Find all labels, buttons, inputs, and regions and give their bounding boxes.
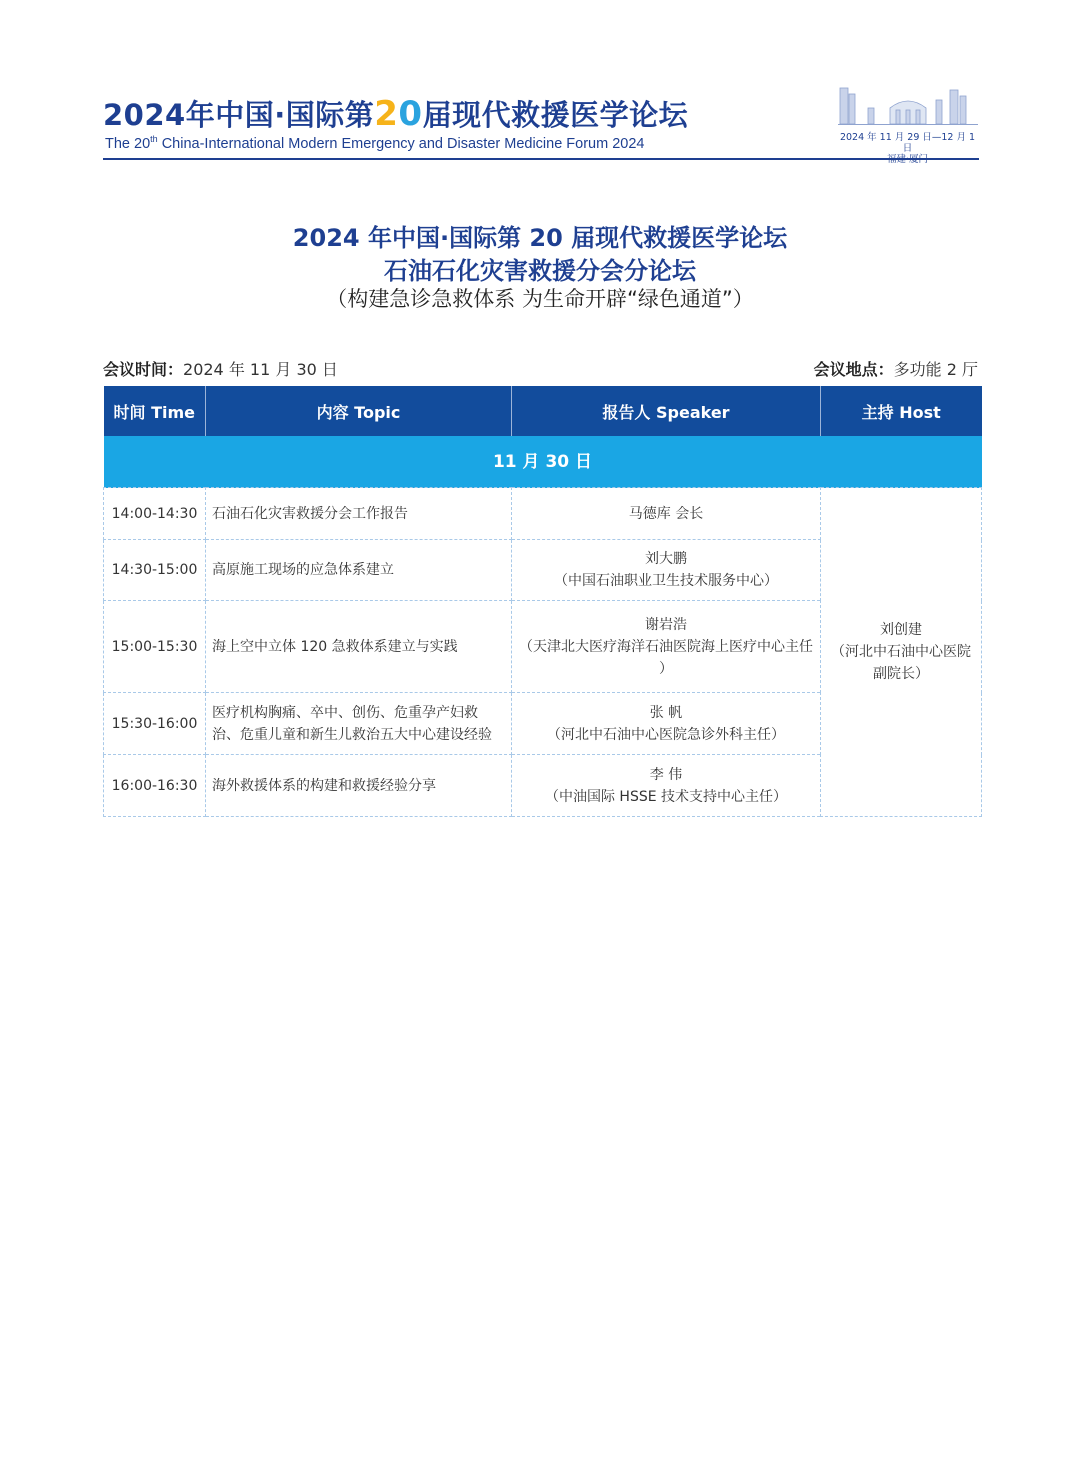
row-topic: 海上空中立体 120 急救体系建立与实践 [206, 601, 512, 693]
row-time: 14:00-14:30 [104, 488, 206, 540]
speaker-org: （中油国际 HSSE 技术支持中心主任） [544, 788, 788, 805]
forum-title: 2024 年中国·国际第 20 届现代救援医学论坛 [292, 224, 788, 252]
speaker-name: 张 帆 [649, 704, 683, 721]
row-time: 15:00-15:30 [104, 601, 206, 693]
header-time: 时间 Time [104, 386, 206, 436]
banner-title-part-a: 2024年中国·国际第 [103, 98, 375, 132]
speaker-org: （天津北大医疗海洋石油医院海上医疗中心主任 ） [519, 638, 813, 677]
meeting-place-value: 多功能 2 厅 [893, 360, 978, 379]
banner-subtitle [105, 134, 644, 152]
meeting-place-label: 会议地点： [813, 360, 894, 379]
header-host: 主持 Host [821, 386, 982, 436]
host-title: 副院长） [873, 666, 929, 682]
host-cell [821, 488, 982, 817]
city-skyline-icon [838, 86, 978, 126]
speaker-org: （河北中石油中心医院急诊外科主任） [547, 726, 785, 743]
speaker-name: 刘大鹏 [645, 551, 687, 567]
host-name: 刘创建 [880, 622, 922, 638]
table-row [104, 488, 982, 540]
table-header-row [104, 386, 982, 436]
meeting-time-label: 会议时间： [103, 360, 184, 379]
row-speaker [512, 540, 821, 601]
header-speaker: 报告人 Speaker [512, 386, 821, 436]
banner-subtitle-b: China-International Modern Emergency and Disaster Medicine Forum 2024 [157, 135, 645, 152]
speaker-name: 李 伟 [649, 766, 683, 783]
banner-subtitle-sup: th [150, 134, 158, 144]
row-time: 15:30-16:00 [104, 693, 206, 755]
row-topic: 医疗机构胸痛、卒中、创伤、危重孕产妇救治、危重儿童和新生儿救治五大中心建设经验 [206, 693, 512, 755]
speaker-name: 马德库 会长 [628, 505, 704, 522]
row-speaker [512, 693, 821, 755]
subforum-title: 石油石化灾害救援分会分论坛 [384, 257, 696, 285]
row-topic: 石油石化灾害救援分会工作报告 [206, 488, 512, 540]
row-topic: 海外救援体系的构建和救援经验分享 [206, 755, 512, 817]
day-label: 11 月 30 日 [104, 436, 982, 488]
banner-date-text: 2024 年 11 月 29 日—12 月 1 日 [839, 132, 976, 154]
day-row [104, 436, 982, 488]
row-time: 16:00-16:30 [104, 755, 206, 817]
speaker-name: 谢岩浩 [645, 616, 687, 633]
header-banner [103, 92, 981, 160]
row-speaker [512, 755, 821, 817]
row-time: 14:30-15:00 [104, 540, 206, 601]
banner-date [835, 132, 980, 165]
banner-title-digit-2: 2 [374, 94, 399, 134]
meeting-place [814, 357, 978, 380]
row-speaker [512, 601, 821, 693]
host-org: （河北中石油中心医院 [831, 644, 971, 660]
banner-title [103, 96, 688, 133]
row-speaker [512, 488, 821, 540]
meeting-time-value: 2024 年 11 月 30 日 [183, 360, 338, 379]
meeting-time [103, 357, 338, 380]
banner-title-digit-0: 0 [398, 94, 423, 134]
banner-subtitle-a: The 20 [105, 135, 151, 152]
banner-divider [103, 158, 979, 160]
speaker-org: （中国石油职业卫生技术服务中心） [554, 573, 778, 589]
agenda-table [103, 386, 982, 817]
banner-title-part-b: 届现代救援医学论坛 [422, 98, 689, 132]
header-topic: 内容 Topic [206, 386, 512, 436]
theme-subtitle: （构建急诊急救体系 为生命开辟“绿色通道”） [326, 287, 754, 311]
row-topic: 高原施工现场的应急体系建立 [206, 540, 512, 601]
